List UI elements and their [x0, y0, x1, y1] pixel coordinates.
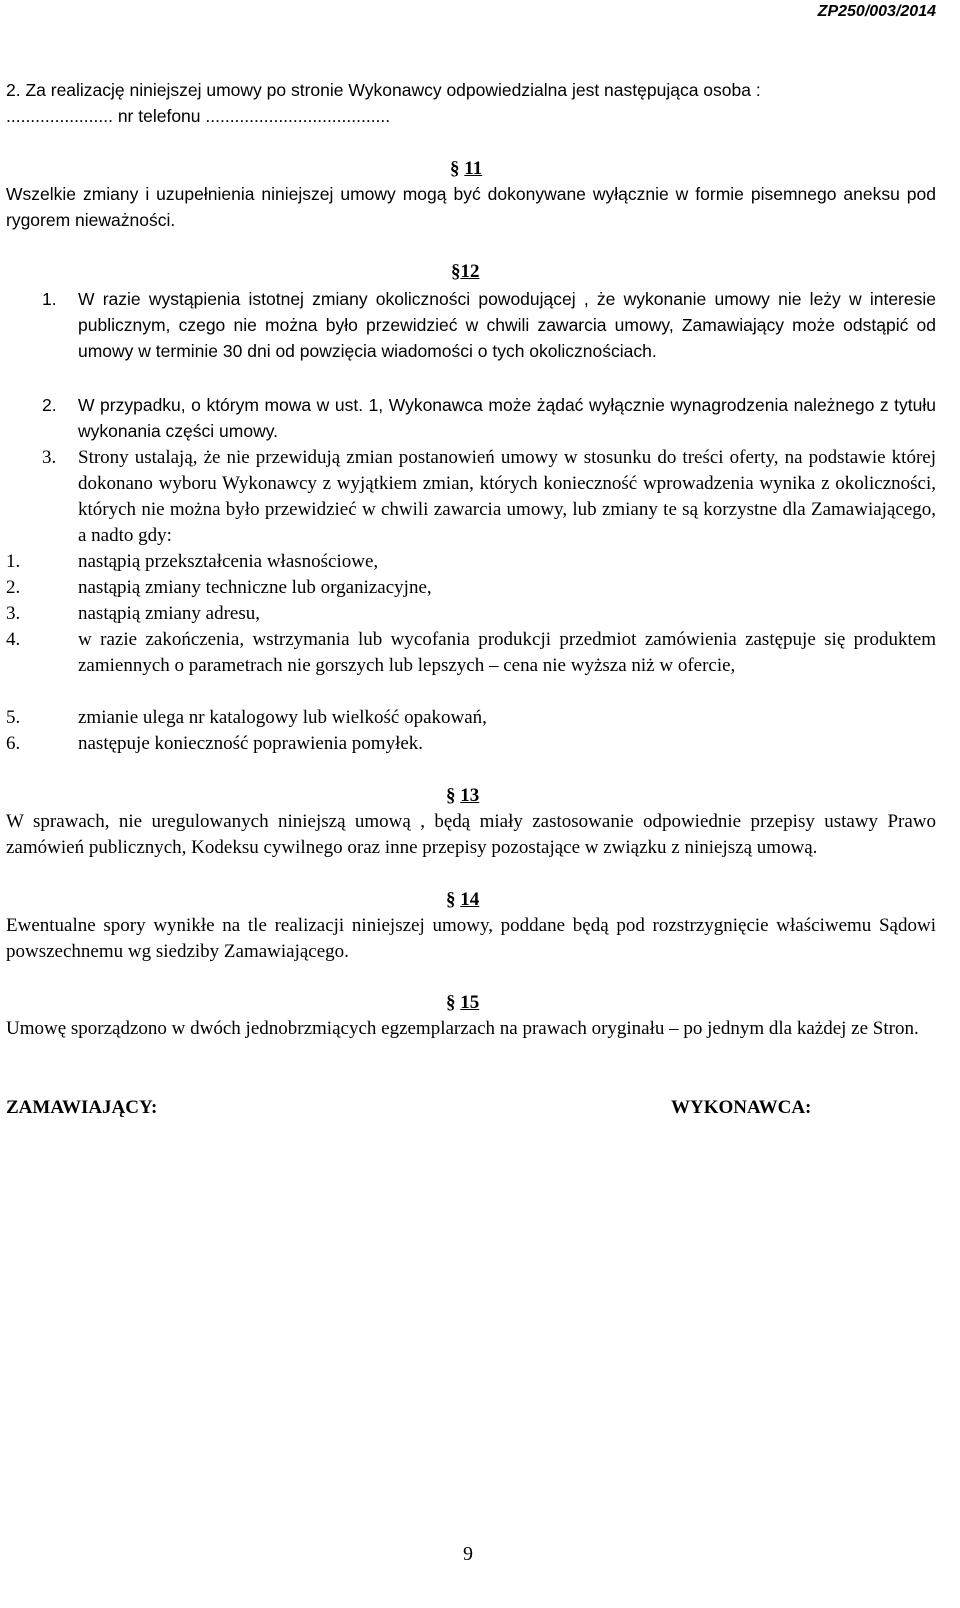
- page-number: 9: [463, 1543, 473, 1565]
- subitem-number: 3.: [6, 603, 21, 624]
- section-number: 12: [460, 261, 480, 282]
- section-number: 11: [464, 158, 483, 179]
- section-number: 14: [460, 889, 480, 910]
- section-number: 13: [460, 785, 480, 806]
- section-11-title: [450, 156, 482, 182]
- subitem-text: w razie zakończenia, wstrzymania lub wycofania produkcji przedmiot zamówienia zastępuje się produktem zamiennych o parametrach nie gorszych lub lepszych – cena nie wyższa niż w ofercie,: [78, 629, 936, 676]
- subitem-text: nastąpią zmiany techniczne lub organizacyjne,: [78, 577, 432, 598]
- subitem-number: 4.: [6, 629, 21, 650]
- section-12-subitem-1: [6, 549, 936, 575]
- subitem-number: 6.: [6, 733, 21, 754]
- signature-label-right: WYKONAWCA:: [671, 1097, 812, 1118]
- item-number: 1.: [42, 289, 57, 309]
- section-13-text: W sprawach, nie uregulowanych niniejszą umową , będą miały zastosowanie odpowiednie przepisy ustawy Prawo zamówień publicznych, Kodeksu cywilnego oraz inne przepisy pozostające w związku z niniejszą umową.: [6, 811, 936, 858]
- section-symbol: §: [451, 261, 461, 282]
- section-15-title: [446, 990, 479, 1016]
- subitem-text: nastąpią przekształcenia własnościowe,: [78, 551, 379, 572]
- subitem-number: 2.: [6, 577, 21, 598]
- document-code: ZP250/003/2014: [817, 3, 936, 20]
- intro-line-2: ...................... nr telefonu ......................................: [6, 106, 391, 126]
- section-12-subitem-6: [6, 731, 936, 757]
- item-text: Strony ustalają, że nie przewidują zmian postanowień umowy w stosunku do treści oferty, na podstawie której dokonano wyboru Wykonawcy z wyjątkiem zmian, których konieczność wprowadzenia wynika z okoliczności, których nie można było przewidzieć w chwili zawarcia umowy, lub zmiany te są korzystne dla Zamawiającego, a nadto gdy:: [78, 447, 936, 546]
- subitem-text: nastąpią zmiany adresu,: [78, 603, 261, 624]
- section-13-title: [446, 783, 479, 809]
- item-text: W przypadku, o którym mowa w ust. 1, Wykonawca może żądać wyłącznie wynagrodzenia należnego z tytułu wykonania części umowy.: [78, 395, 936, 441]
- section-12-title: [451, 259, 480, 285]
- section-11-text: Wszelkie zmiany i uzupełnienia niniejszej umowy mogą być dokonywane wyłącznie w formie pisemnego aneksu pod rygorem nieważności.: [6, 184, 936, 230]
- section-12-item-1: [6, 286, 936, 364]
- subitem-text: następuje konieczność poprawienia pomyłek.: [78, 733, 424, 754]
- section-12-item-2: [6, 392, 936, 444]
- section-12-item-3: [6, 445, 936, 549]
- section-14-text: Ewentualne spory wynikłe na tle realizacji niniejszej umowy, poddane będą pod rozstrzygnięcie właściwemu Sądowi powszechnemu wg siedziby Zamawiającego.: [6, 915, 936, 962]
- item-number: 2.: [42, 395, 57, 415]
- section-12-subitem-5: [6, 705, 936, 731]
- item-number: 3.: [42, 447, 57, 468]
- section-symbol: §: [446, 992, 461, 1013]
- intro-line-1: 2. Za realizację niniejszej umowy po stronie Wykonawcy odpowiedzialna jest następująca osoba :: [6, 80, 761, 100]
- subitem-number: 5.: [6, 707, 21, 728]
- section-number: 15: [460, 992, 480, 1013]
- section-15-text: Umowę sporządzono w dwóch jednobrzmiących egzemplarzach na prawach oryginału – po jednym dla każdej ze Stron.: [6, 1018, 919, 1039]
- section-12-subitem-2: [6, 575, 936, 601]
- section-symbol: §: [450, 158, 465, 179]
- section-symbol: §: [446, 785, 461, 806]
- item-text: W razie wystąpienia istotnej zmiany okoliczności powodującej , że wykonanie umowy nie leży w interesie publicznym, czego nie można było przewidzieć w chwili zawarcia umowy, Zamawiający może odstąpić od umowy w terminie 30 dni od powzięcia wiadomości o tych okolicznościach.: [78, 289, 936, 361]
- section-12-subitem-4: [6, 627, 936, 679]
- signature-label-left: ZAMAWIAJĄCY:: [6, 1097, 158, 1118]
- section-14-title: [446, 887, 479, 913]
- subitem-text: zmianie ulega nr katalogowy lub wielkość opakowań,: [78, 707, 487, 728]
- section-12-subitem-3: [6, 601, 936, 627]
- subitem-number: 1.: [6, 551, 21, 572]
- section-symbol: §: [446, 889, 461, 910]
